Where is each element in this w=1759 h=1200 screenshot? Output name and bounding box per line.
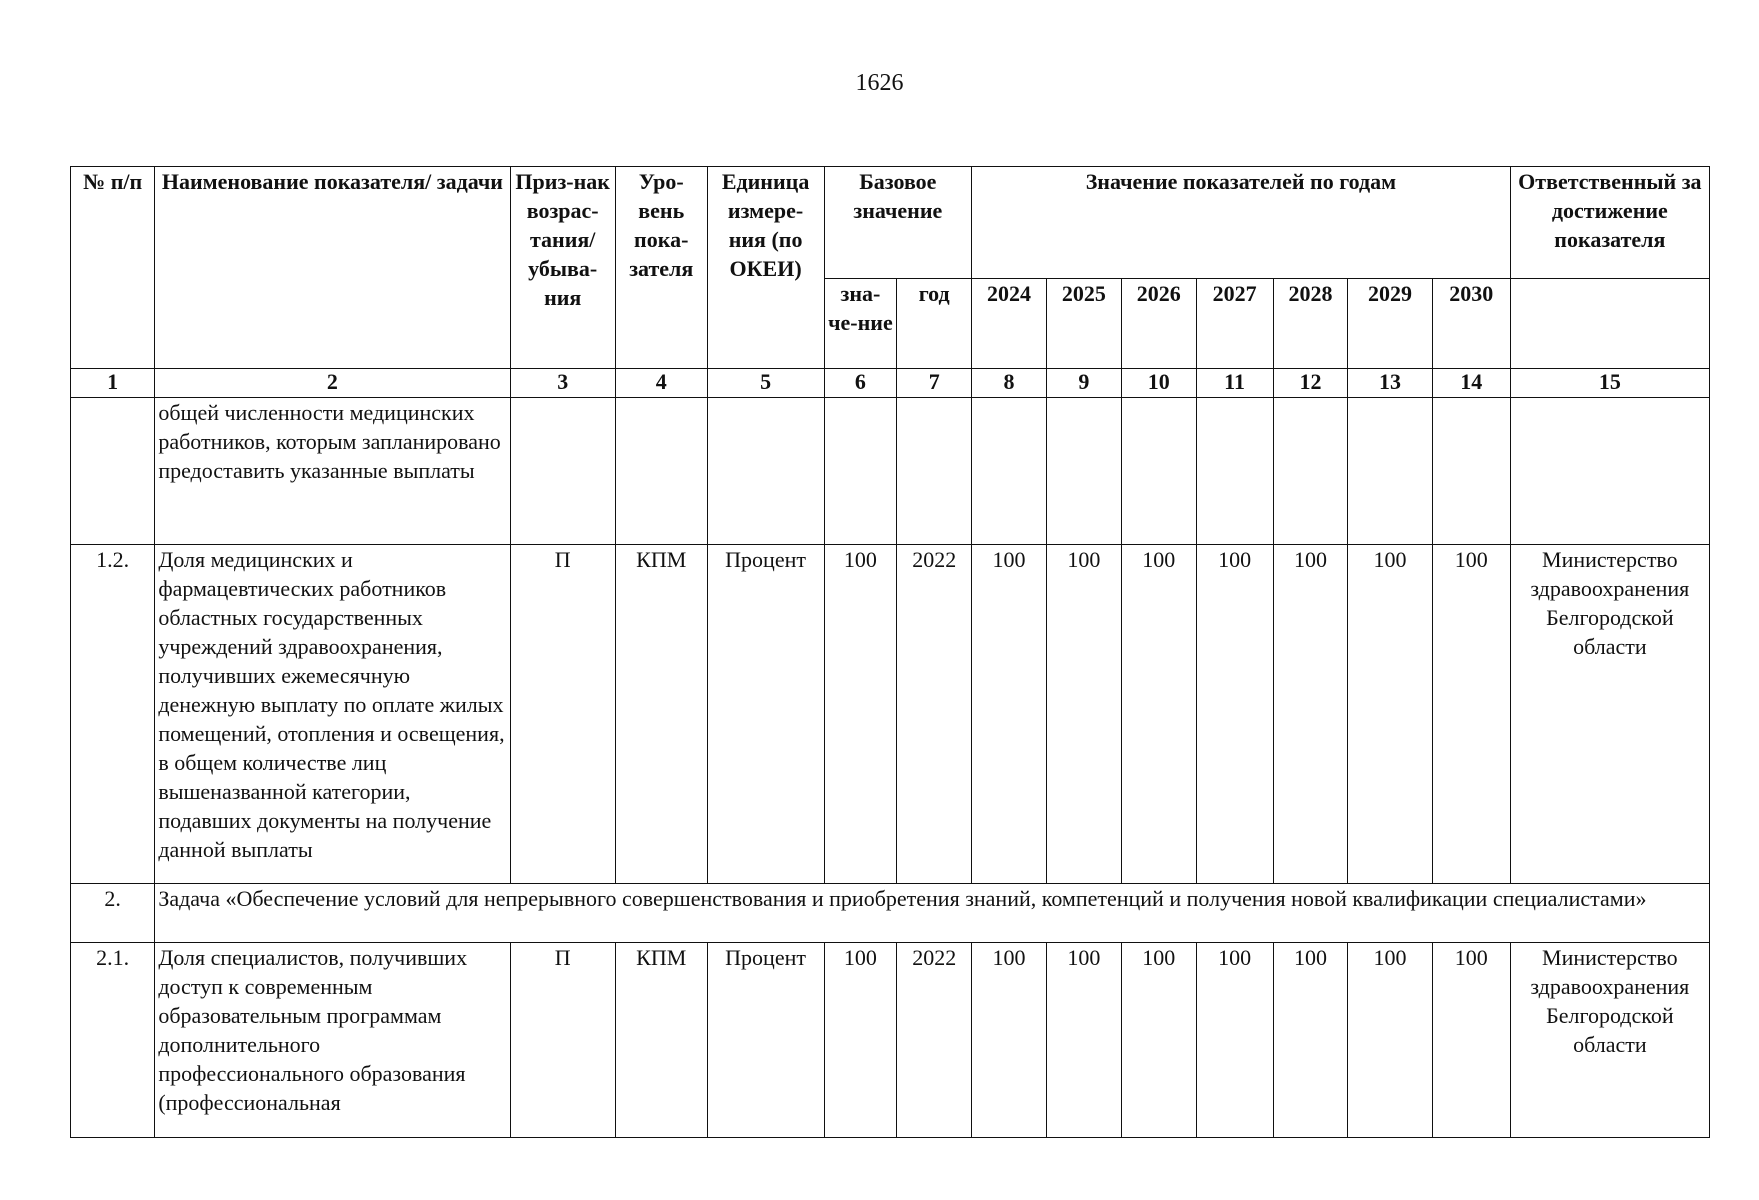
row-value: 100: [972, 943, 1047, 1138]
header-resp: Ответственный за достижение показателя: [1510, 167, 1709, 279]
column-number: 13: [1348, 369, 1432, 398]
row-sign: [510, 398, 615, 545]
column-number: 1: [71, 369, 155, 398]
row-value: [1196, 398, 1273, 545]
row-value: 100: [1046, 545, 1121, 884]
table-row: [71, 545, 1710, 884]
header-year: 2024: [972, 279, 1047, 369]
row-level: КПМ: [615, 545, 707, 884]
row-unit: Процент: [707, 943, 824, 1138]
task-row: [71, 884, 1710, 943]
header-year: 2026: [1121, 279, 1196, 369]
row-unit: Процент: [707, 545, 824, 884]
row-value: [1432, 398, 1510, 545]
column-number: 14: [1432, 369, 1510, 398]
row-value: [1348, 398, 1432, 545]
row-value: 100: [1273, 943, 1348, 1138]
row-value: 100: [1273, 545, 1348, 884]
row-resp: Министерство здравоохранения Белгородской области: [1510, 545, 1709, 884]
row-name: общей численности медицинских работников, которым запланировано предоставить указанные выплаты: [155, 398, 510, 545]
column-number: 10: [1121, 369, 1196, 398]
task-text: Задача «Обеспечение условий для непрерывного совершенствования и приобретения знаний, компетенций и получения новой квалификации специалистами»: [155, 884, 1710, 943]
header-name: Наименование показателя/ задачи: [155, 167, 510, 369]
column-number: 5: [707, 369, 824, 398]
row-value: 100: [1046, 943, 1121, 1138]
table-row: [71, 398, 1710, 545]
row-base-year: 2022: [897, 943, 972, 1138]
column-number: 2: [155, 369, 510, 398]
row-value: 100: [1121, 545, 1196, 884]
row-name: Доля медицинских и фармацевтических работников областных государственных учреждений здравоохранения, получивших ежемесячную денежную выплату по оплате жилых помещений, отопления и освещения, в общем количестве лиц вышеназванной категории, подавших документы на получение данной выплаты: [155, 545, 510, 884]
row-value: [972, 398, 1047, 545]
header-year: 2030: [1432, 279, 1510, 369]
header-level: Уро-вень пока-зателя: [615, 167, 707, 369]
table-row: [71, 943, 1710, 1138]
row-name: Доля специалистов, получивших доступ к современным образовательным программам дополнительного профессионального образования (профессиональная: [155, 943, 510, 1138]
column-number: 9: [1046, 369, 1121, 398]
row-value: [1273, 398, 1348, 545]
row-base-year: [897, 398, 972, 545]
indicators-table: [70, 166, 1710, 1138]
row-value: [1121, 398, 1196, 545]
header-base-value: зна-че-ние: [824, 279, 897, 369]
row-base-value: [824, 398, 897, 545]
row-resp: [1510, 398, 1709, 545]
column-number: 4: [615, 369, 707, 398]
row-value: 100: [972, 545, 1047, 884]
header-base: Базовое значение: [824, 167, 972, 279]
row-base-value: 100: [824, 943, 897, 1138]
page-number: 1626: [855, 70, 904, 96]
column-number: 7: [897, 369, 972, 398]
row-sign: П: [510, 545, 615, 884]
row-value: 100: [1432, 943, 1510, 1138]
column-number: 12: [1273, 369, 1348, 398]
row-value: 100: [1348, 545, 1432, 884]
header-resp-empty: [1510, 279, 1709, 369]
header-year: 2028: [1273, 279, 1348, 369]
header-values: Значение показателей по годам: [972, 167, 1511, 279]
column-number: 3: [510, 369, 615, 398]
header-sign: Приз-нак возрас-тания/ убыва-ния: [510, 167, 615, 369]
header-num: № п/п: [71, 167, 155, 369]
header-year: 2025: [1046, 279, 1121, 369]
row-value: [1046, 398, 1121, 545]
row-num: [71, 398, 155, 545]
row-base-value: 100: [824, 545, 897, 884]
header-base-year: год: [897, 279, 972, 369]
row-level: [615, 398, 707, 545]
row-value: 100: [1348, 943, 1432, 1138]
row-value: 100: [1196, 545, 1273, 884]
header-year: 2029: [1348, 279, 1432, 369]
row-value: 100: [1196, 943, 1273, 1138]
column-number: 11: [1196, 369, 1273, 398]
column-number: 8: [972, 369, 1047, 398]
row-unit: [707, 398, 824, 545]
row-value: 100: [1432, 545, 1510, 884]
header-unit: Единица измере-ния (по ОКЕИ): [707, 167, 824, 369]
column-numbers-row: [71, 369, 1710, 398]
header-row-1: [71, 167, 1710, 279]
header-year: 2027: [1196, 279, 1273, 369]
row-sign: П: [510, 943, 615, 1138]
row-num: 1.2.: [71, 545, 155, 884]
row-num: 2.1.: [71, 943, 155, 1138]
row-value: 100: [1121, 943, 1196, 1138]
row-resp: Министерство здравоохранения Белгородской области: [1510, 943, 1709, 1138]
row-level: КПМ: [615, 943, 707, 1138]
row-num: 2.: [71, 884, 155, 943]
row-base-year: 2022: [897, 545, 972, 884]
column-number: 15: [1510, 369, 1709, 398]
column-number: 6: [824, 369, 897, 398]
